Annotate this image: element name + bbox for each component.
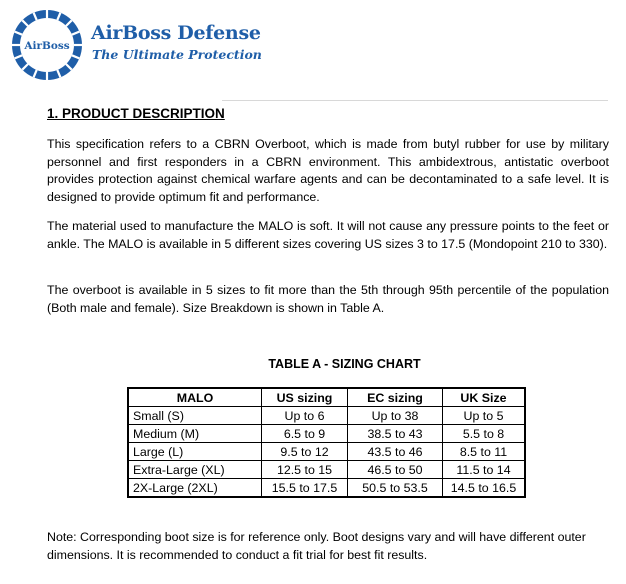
table-cell: 50.5 to 53.5	[348, 479, 443, 498]
table-cell: 38.5 to 43	[348, 425, 443, 443]
table-row	[128, 425, 525, 443]
paragraph-sizes: The overboot is available in 5 sizes to fit more than the 5th through 95th percentile of the population (Both male and female). Size Breakdown is shown in Table A.	[47, 283, 609, 315]
table-cell: Extra-Large (XL)	[128, 461, 262, 479]
table-cell: 12.5 to 15	[262, 461, 348, 479]
table-cell: Up to 5	[443, 407, 526, 425]
paragraph-overview: This specification refers to a CBRN Overboot, which is made from butyl rubber for use by military personnel and first responders in a CBRN environment. This ambidextrous, antistatic overboot provides protection against chemical warfare agents and can be decontaminated to a safe level. It is designed to provide optimum fit and performance.	[47, 137, 609, 204]
table-cell: Medium (M)	[128, 425, 262, 443]
header-divider	[222, 100, 608, 101]
logo-wordmark: AirBoss	[24, 40, 70, 52]
table-cell: 43.5 to 46	[348, 443, 443, 461]
table-header-row	[128, 388, 525, 407]
table-cell: 2X-Large (2XL)	[128, 479, 262, 498]
table-cell: Up to 6	[262, 407, 348, 425]
table-cell: 5.5 to 8	[443, 425, 526, 443]
table-cell: 15.5 to 17.5	[262, 479, 348, 498]
column-header: US sizing	[262, 388, 348, 407]
table-cell: 46.5 to 50	[348, 461, 443, 479]
table-row	[128, 461, 525, 479]
table-row	[128, 407, 525, 425]
table-cell: Large (L)	[128, 443, 262, 461]
table-cell: 8.5 to 11	[443, 443, 526, 461]
airboss-logo	[10, 8, 84, 82]
table-cell: 11.5 to 14	[443, 461, 526, 479]
table-cell: 6.5 to 9	[262, 425, 348, 443]
table-caption: TABLE A - SIZING CHART	[268, 357, 421, 371]
column-header: UK Size	[443, 388, 526, 407]
brand-name: AirBoss Defense	[91, 22, 261, 44]
table-cell: 14.5 to 16.5	[443, 479, 526, 498]
column-header: EC sizing	[348, 388, 443, 407]
reference-note: Note: Corresponding boot size is for reference only. Boot designs vary and will have different outer dimensions. It is recommended to conduct a fit trial for best fit results.	[47, 530, 586, 562]
brand-tagline: The Ultimate Protection	[92, 47, 262, 62]
sizing-table	[127, 387, 526, 498]
paragraph-material: The material used to manufacture the MALO is soft. It will not cause any pressure points to the feet or ankle. The MALO is available in 5 different sizes covering US sizes 3 to 17.5 (Mondopoint 210 to 330).	[47, 219, 609, 251]
table-cell: 9.5 to 12	[262, 443, 348, 461]
section-heading: 1. PRODUCT DESCRIPTION	[47, 106, 225, 121]
table-row	[128, 443, 525, 461]
table-cell: Small (S)	[128, 407, 262, 425]
table-cell: Up to 38	[348, 407, 443, 425]
table-row	[128, 479, 525, 498]
column-header: MALO	[128, 388, 262, 407]
